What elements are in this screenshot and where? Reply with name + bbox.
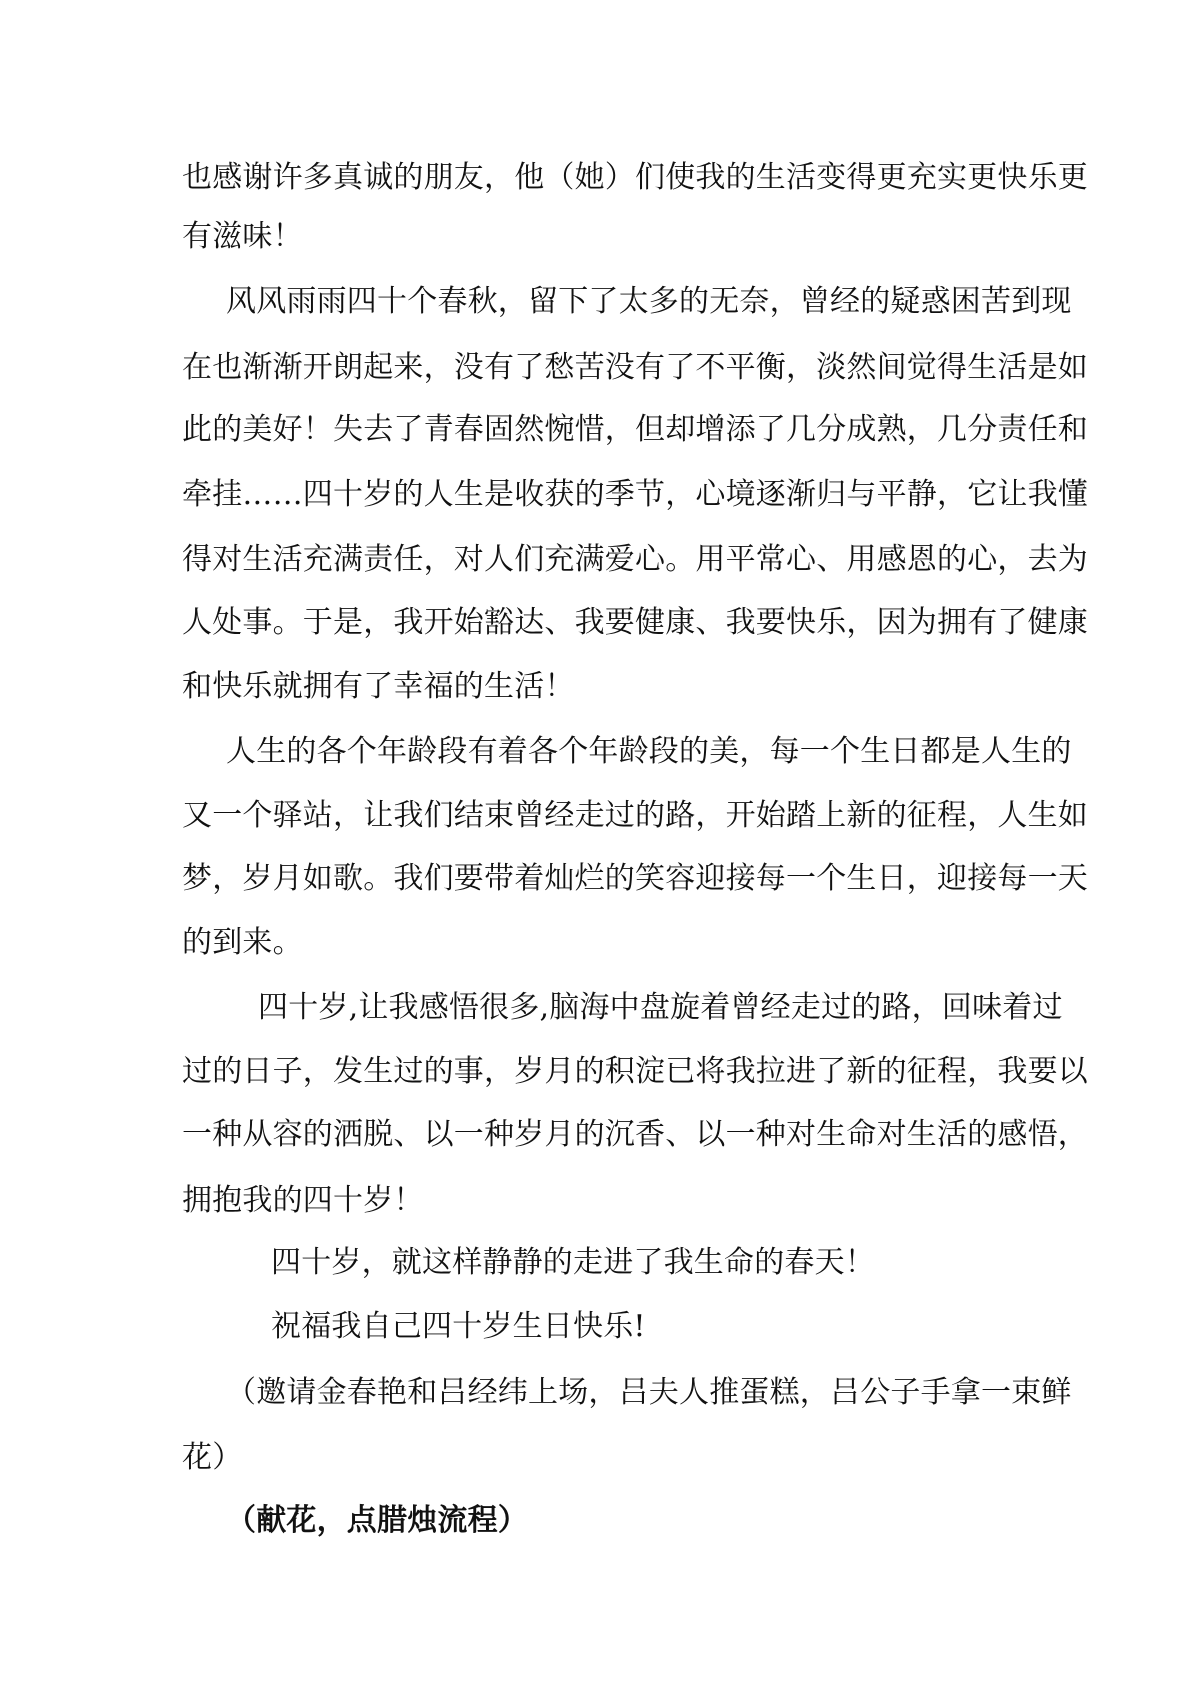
- paragraph-2-line-6: 人处事。于是，我开始豁达、我要健康、我要快乐，因为拥有了健康: [182, 605, 1088, 640]
- paragraph-2-line-5: 得对生活充满责任，对人们充满爱心。用平常心、用感恩的心，去为: [182, 542, 1088, 577]
- paragraph-4-line-2: 过的日子，发生过的事，岁月的积淀已将我拉进了新的征程，我要以: [182, 1054, 1088, 1089]
- paragraph-2-line-4: 牵挂……四十岁的人生是收获的季节，心境逐渐归与平静，它让我懂: [182, 477, 1088, 512]
- paragraph-2-line-2: 在也渐渐开朗起来，没有了愁苦没有了不平衡，淡然间觉得生活是如: [182, 350, 1088, 385]
- paragraph-3-line-4: 的到来。: [182, 925, 303, 960]
- paragraph-2-line-7: 和快乐就拥有了幸福的生活！: [182, 669, 575, 704]
- paragraph-8-line-1: （献花，点腊烛流程）: [226, 1503, 528, 1538]
- paragraph-2-line-1: 风风雨雨四十个春秋，留下了太多的无奈，曾经的疑惑困苦到现: [226, 284, 1072, 319]
- paragraph-5-line-1: 四十岁，就这样静静的走进了我生命的春天！: [271, 1245, 875, 1280]
- paragraph-4-line-3: 一种从容的洒脱、以一种岁月的沉香、以一种对生命对生活的感悟，: [182, 1117, 1088, 1152]
- paragraph-3-line-2: 又一个驿站，让我们结束曾经走过的路，开始踏上新的征程，人生如: [182, 798, 1088, 833]
- paragraph-1-line-2: 有滋味！: [182, 219, 303, 254]
- paragraph-1-line-1: 也感谢许多真诚的朋友，他（她）们使我的生活变得更充实更快乐更: [182, 160, 1088, 195]
- paragraph-6-line-1: 祝福我自己四十岁生日快乐!: [271, 1309, 646, 1344]
- paragraph-7-line-2: 花）: [182, 1440, 243, 1475]
- paragraph-3-line-1: 人生的各个年龄段有着各个年龄段的美，每一个生日都是人生的: [226, 734, 1072, 769]
- paragraph-7-line-1: （邀请金春艳和吕经纬上场，吕夫人推蛋糕，吕公子手拿一束鲜: [226, 1375, 1072, 1410]
- paragraph-4-line-4: 拥抱我的四十岁！: [182, 1183, 424, 1218]
- paragraph-3-line-3: 梦，岁月如歌。我们要带着灿烂的笑容迎接每一个生日，迎接每一天: [182, 861, 1088, 896]
- paragraph-2-line-3: 此的美好！失去了青春固然惋惜，但却增添了几分成熟，几分责任和: [182, 412, 1088, 447]
- paragraph-4-line-1: 四十岁,让我感悟很多,脑海中盘旋着曾经走过的路，回味着过: [258, 990, 1063, 1025]
